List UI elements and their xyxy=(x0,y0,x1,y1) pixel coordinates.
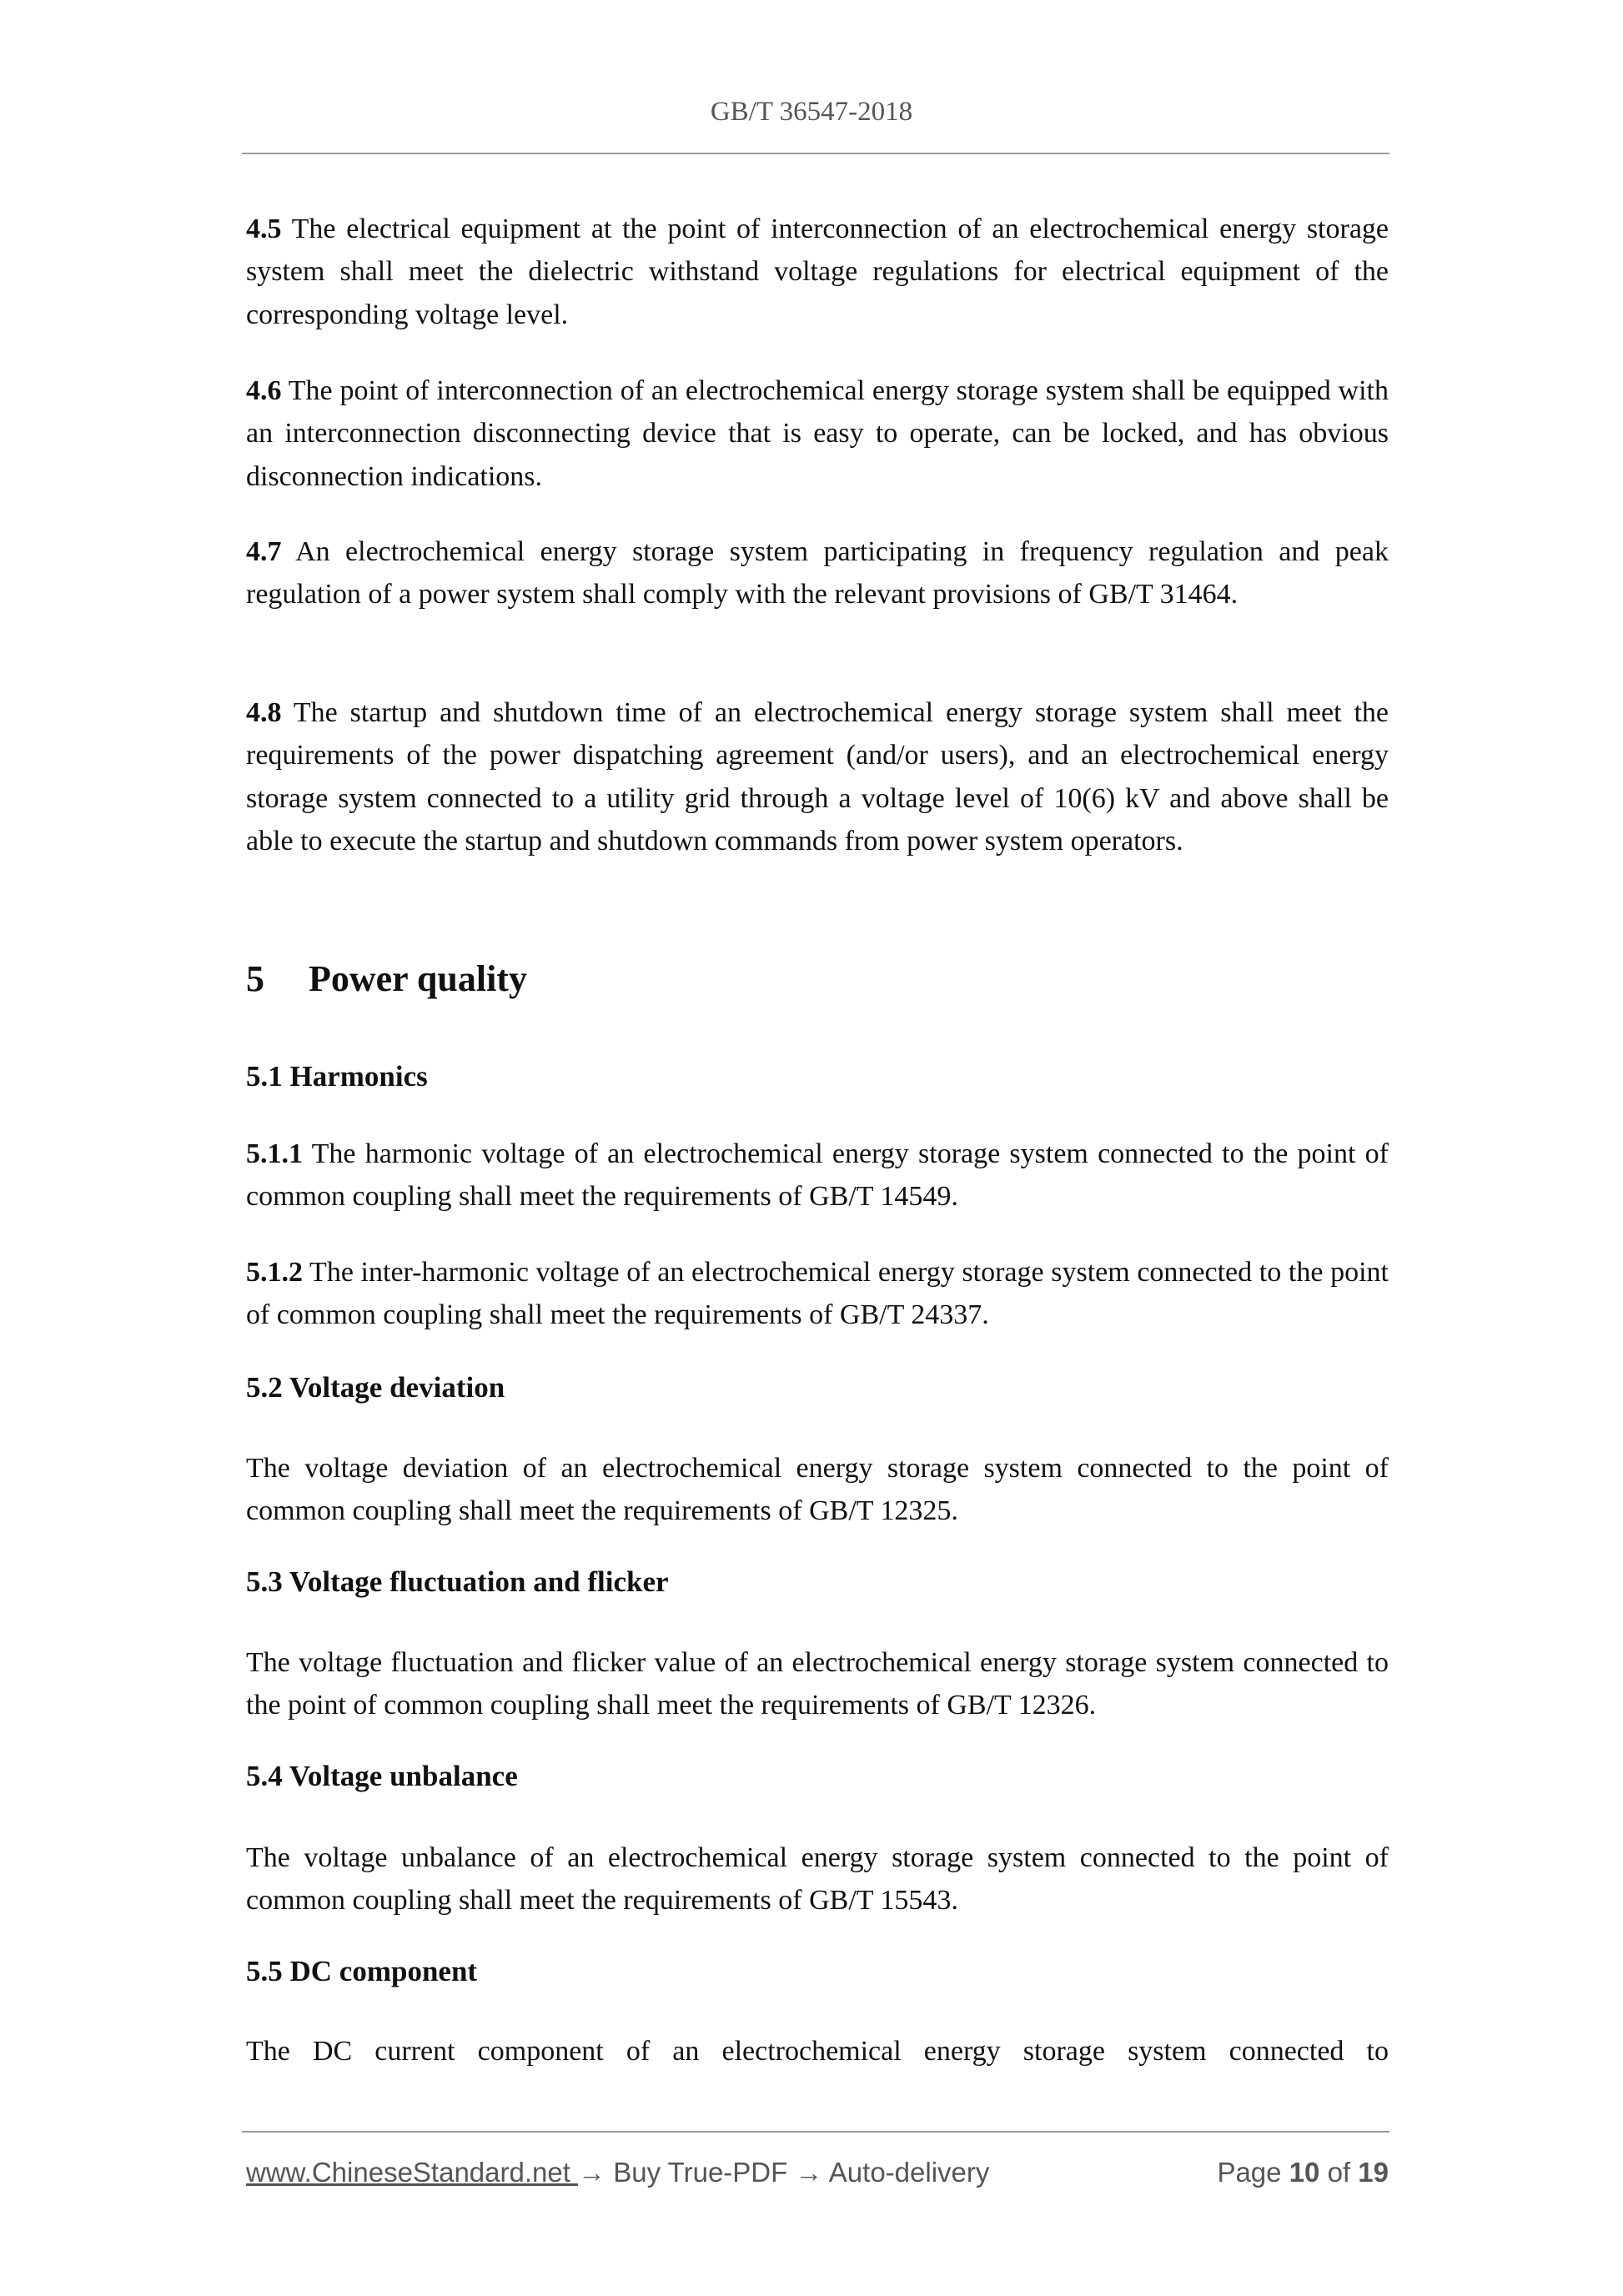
clause-4-6 xyxy=(246,369,1389,498)
of-label: of xyxy=(1327,2157,1351,2188)
current-page: 10 xyxy=(1289,2157,1320,2188)
clause-text: The harmonic voltage of an electrochemical energy storage system connected to the point of common coupling shall meet the requirements of GB/T 14549. xyxy=(246,1138,1389,1213)
page-footer xyxy=(246,2157,1389,2193)
paragraph-5-4: The voltage unbalance of an electrochemical energy storage system connected to the point of common coupling shall meet the requirements of GB/T 15543. xyxy=(246,1842,1389,1917)
website-link[interactable]: www.ChineseStandard.net xyxy=(246,2157,579,2188)
paragraph-5-5: The DC current component of an electrochemical energy storage system connected to xyxy=(246,2036,1389,2067)
arrow-right-icon: → xyxy=(578,2157,606,2188)
clause-number: 5.1.2 xyxy=(246,1257,303,1288)
subsection-heading-5-4: 5.4 Voltage unbalance xyxy=(246,1760,518,1792)
header-divider xyxy=(242,153,1389,154)
section-title: Power quality xyxy=(309,958,527,999)
subsection-heading-5-2: 5.2 Voltage deviation xyxy=(246,1371,505,1404)
page-label: Page xyxy=(1217,2157,1282,2188)
clause-text: The point of interconnection of an electrochemical energy storage system shall be equipped with an interconnection disconnecting device that is easy to operate, can be locked, and has obvious disconnection indications. xyxy=(246,375,1389,492)
footer-divider xyxy=(242,2131,1389,2133)
clause-text: The startup and shutdown time of an electrochemical energy storage system shall meet the requirements of the power dispatching agreement (and/or users), and an electrochemical energy storage system connected to a utility grid through a voltage level of 10(6) kV and above shall be able to execute the startup and shutdown commands from power system operators. xyxy=(246,697,1389,857)
clause-5-1-2 xyxy=(246,1251,1389,1337)
clause-text: An electrochemical energy storage system participating in frequency regulation and peak regulation of a power system shall comply with the relevant provisions of GB/T 31464. xyxy=(246,536,1389,610)
document-code-header: GB/T 36547-2018 xyxy=(710,97,913,127)
clause-number: 4.8 xyxy=(246,697,282,728)
clause-4-5 xyxy=(246,208,1389,336)
clause-number: 4.5 xyxy=(246,214,282,244)
subsection-heading-5-3: 5.3 Voltage fluctuation and flicker xyxy=(246,1565,669,1598)
clause-5-1-1 xyxy=(246,1133,1389,1218)
paragraph-5-2: The voltage deviation of an electrochemical energy storage system connected to the point of common coupling shall meet the requirements of GB/T 12325. xyxy=(246,1453,1389,1527)
page-indicator xyxy=(1217,2157,1389,2188)
footer-promo xyxy=(246,2157,989,2188)
subsection-heading-5-1: 5.1 Harmonics xyxy=(246,1060,428,1093)
clause-text: The electrical equipment at the point of interconnection of an electrochemical energy storage system shall meet the dielectric withstand voltage regulations for electrical equipment of the corresponding voltage level. xyxy=(246,214,1389,330)
clause-number: 4.7 xyxy=(246,536,282,567)
clause-number: 4.6 xyxy=(246,375,282,406)
arrow-right-icon: → xyxy=(795,2157,823,2188)
clause-number: 5.1.1 xyxy=(246,1138,303,1169)
section-number: 5 xyxy=(246,958,264,999)
clause-4-7 xyxy=(246,530,1389,616)
paragraph-5-3: The voltage fluctuation and flicker value of an electrochemical energy storage system connected to the point of common coupling shall meet the requirements of GB/T 12326. xyxy=(246,1647,1389,1721)
total-pages: 19 xyxy=(1358,2157,1389,2188)
auto-delivery-text: Auto-delivery xyxy=(822,2157,990,2188)
clause-4-8 xyxy=(246,691,1389,862)
subsection-heading-5-5: 5.5 DC component xyxy=(246,1955,478,1987)
clause-text: The inter-harmonic voltage of an electrochemical energy storage system connected to the point of common coupling shall meet the requirements of GB/T 24337. xyxy=(246,1257,1389,1331)
buy-pdf-text: Buy True-PDF xyxy=(605,2157,796,2188)
section-heading-5 xyxy=(246,957,527,1000)
